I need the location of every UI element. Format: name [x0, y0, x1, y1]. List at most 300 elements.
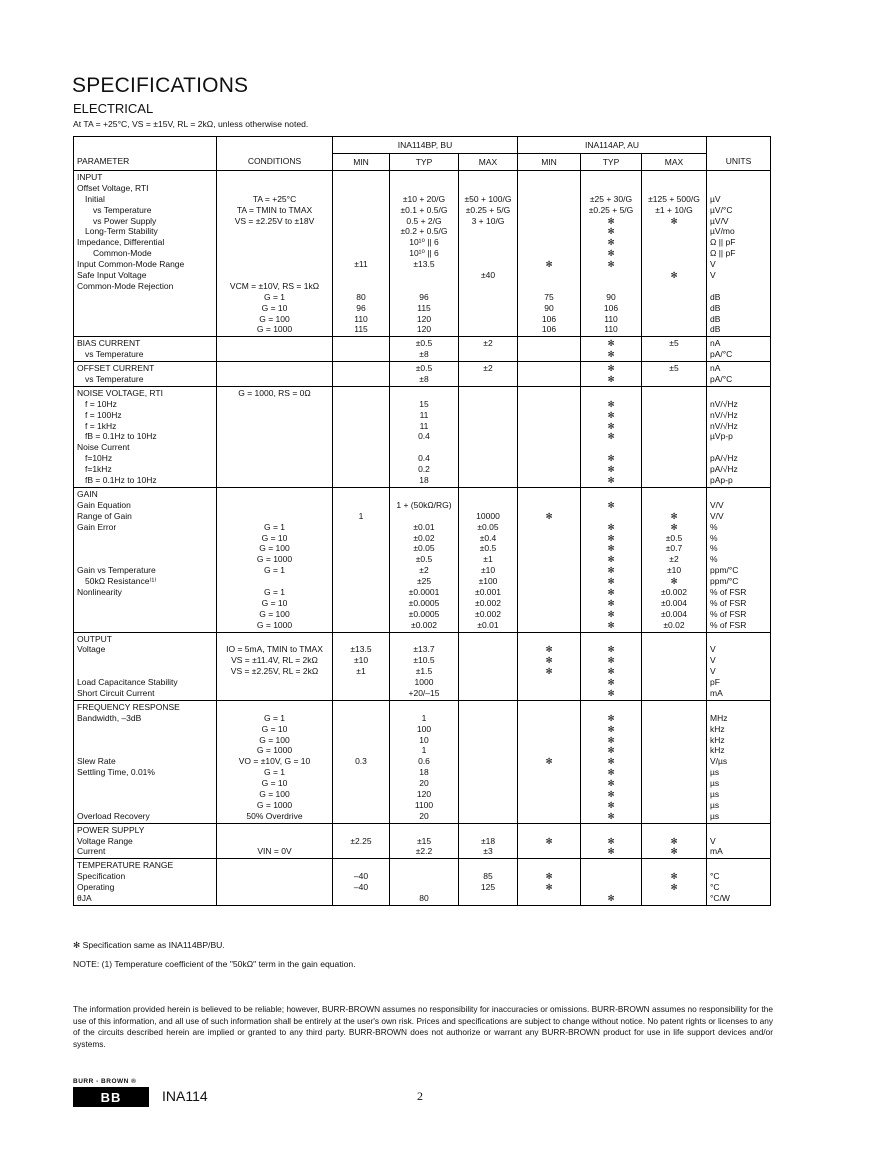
cell-bp-typ: ±0.5 [415, 363, 433, 374]
col-bp-min [333, 362, 390, 387]
cell-conditions [220, 399, 329, 410]
cell-bp-min [336, 349, 386, 360]
spec-section [74, 487, 771, 632]
cell-bp-max [462, 248, 514, 259]
cell-units: °C [710, 882, 720, 893]
cell-parameter: Range of Gain [77, 510, 132, 521]
cell-ap-max [645, 778, 703, 789]
cell-bp-min: ±13.5 [350, 644, 372, 655]
cell-ap-max: ±1 + 10/G [655, 204, 693, 215]
cell-conditions [220, 860, 329, 871]
cell-bp-max: ±0.002 [475, 597, 501, 608]
cell-parameter: Gain Error [77, 521, 117, 532]
cell-ap-typ: ✻ [607, 655, 615, 666]
cell-ap-min [521, 677, 577, 688]
cell-bp-min: 1 [358, 510, 364, 521]
cell-bp-max: ±0.001 [475, 586, 501, 597]
cell-ap-max: ±10 [666, 565, 682, 576]
cell-ap-max [645, 860, 703, 871]
cell-parameter: vs Temperature [85, 374, 144, 385]
cell-bp-typ: 1 [421, 712, 427, 723]
cell-conditions [220, 825, 329, 836]
col-bp-typ [390, 632, 459, 700]
cell-ap-max: ±0.7 [665, 543, 683, 554]
cell-ap-typ: ✻ [607, 677, 615, 688]
cell-bp-min: 96 [356, 302, 366, 313]
cell-bp-min [336, 533, 386, 544]
cell-bp-min [336, 183, 386, 194]
cell-bp-typ [393, 281, 455, 292]
col-bp-typ [390, 700, 459, 823]
cell-ap-max: ✻ [670, 215, 678, 226]
cell-bp-typ: 120 [416, 313, 432, 324]
cell-ap-max [645, 399, 703, 410]
cell-units: pAp-p [710, 475, 733, 486]
cell-bp-typ: 0.6 [418, 756, 430, 767]
cell-ap-min: ✻ [545, 259, 553, 270]
cell-units: ppm/°C [710, 576, 739, 587]
col-conditions [217, 823, 333, 859]
cell-ap-min [521, 576, 577, 587]
cell-bp-min [336, 522, 386, 533]
col-ap-max [642, 386, 707, 487]
cell-bp-min [336, 363, 386, 374]
cell-bp-typ [393, 702, 455, 713]
cell-bp-max [462, 666, 514, 677]
cell-parameter: Settling Time, 0.01% [77, 767, 155, 778]
cell-bp-min [336, 825, 386, 836]
col-header-bp-typ: TYP [390, 154, 459, 171]
col-parameter [74, 386, 217, 487]
cell-bp-typ: ±10.5 [413, 655, 435, 666]
cell-bp-typ: ±2 [419, 565, 429, 576]
cell-ap-min [521, 349, 577, 360]
col-units [707, 337, 771, 362]
cell-conditions: 50% Overdrive [246, 810, 303, 821]
cell-bp-typ: 11 [419, 420, 429, 431]
cell-units: V/V [710, 510, 724, 521]
cell-units: µs [710, 810, 720, 821]
cell-bp-max [462, 172, 514, 183]
cell-bp-max [462, 655, 514, 666]
cell-bp-min [336, 811, 386, 822]
cell-units: µV/V [710, 215, 729, 226]
cell-bp-typ: 96 [419, 291, 429, 302]
cell-conditions: G = 1000 [256, 745, 293, 756]
cell-ap-typ: ✻ [607, 363, 615, 374]
cell-bp-typ [393, 270, 455, 281]
cell-ap-max [645, 410, 703, 421]
cell-ap-min [521, 248, 577, 259]
cell-parameter: GAIN [77, 488, 98, 499]
cell-units: nA [710, 363, 721, 374]
cell-bp-max [462, 500, 514, 511]
cell-ap-min [521, 745, 577, 756]
cell-bp-min [336, 688, 386, 699]
cell-conditions: G = 1000, RS = 0Ω [238, 387, 311, 398]
col-conditions [217, 859, 333, 906]
cell-bp-typ: ±25 [416, 576, 432, 587]
cell-bp-max: ±0.5 [479, 543, 497, 554]
cell-parameter: OFFSET CURRENT [77, 363, 155, 374]
col-bp-min [333, 632, 390, 700]
cell-bp-max [462, 183, 514, 194]
cell-ap-max [645, 226, 703, 237]
col-header-units: UNITS [707, 154, 771, 171]
cell-ap-min [521, 453, 577, 464]
cell-conditions [220, 338, 329, 349]
col-header-bp-max: MAX [459, 154, 518, 171]
cell-bp-max [462, 237, 514, 248]
cell-bp-min [336, 410, 386, 421]
cell-ap-typ: ✻ [607, 788, 615, 799]
cell-parameter: Offset Voltage, RTI [77, 182, 149, 193]
col-header-bp-min: MIN [333, 154, 390, 171]
cell-ap-typ [584, 825, 638, 836]
header-blank-units [707, 137, 771, 154]
cell-parameter: f=1kHz [85, 464, 112, 475]
cell-bp-typ: 0.4 [418, 453, 430, 464]
cell-bp-min: 115 [354, 324, 368, 335]
cell-ap-max [645, 431, 703, 442]
cell-ap-min: 90 [544, 302, 554, 313]
cell-bp-max [462, 303, 514, 314]
cell-conditions: G = 10 [261, 597, 288, 608]
cell-ap-max [645, 800, 703, 811]
cell-ap-typ: ✻ [607, 893, 615, 903]
cell-ap-typ: ✻ [607, 237, 615, 248]
cell-ap-max: ±0.004 [661, 608, 687, 619]
cell-ap-typ: ✻ [607, 431, 615, 442]
cell-bp-max [462, 825, 514, 836]
cell-ap-max [645, 183, 703, 194]
cell-parameter: INPUT [77, 172, 103, 182]
cell-ap-typ [584, 860, 638, 871]
cell-units: µs [710, 767, 720, 778]
cell-ap-typ: ±0.25 + 5/G [588, 204, 634, 215]
cell-bp-min [336, 565, 386, 576]
spec-section [74, 859, 771, 906]
cell-conditions [220, 576, 329, 587]
cell-parameter [77, 314, 213, 325]
cell-ap-typ: ✻ [607, 374, 615, 385]
cell-bp-typ: ±0.5 [415, 554, 433, 565]
cell-parameter: Slew Rate [77, 756, 116, 767]
col-bp-typ [390, 487, 459, 632]
cell-bp-typ: ±1.5 [415, 666, 433, 677]
cell-conditions [220, 237, 329, 248]
cell-conditions: G = 10 [261, 302, 288, 313]
cell-bp-min [336, 226, 386, 237]
cell-units: dB [710, 302, 721, 313]
col-units [707, 487, 771, 632]
cell-bp-typ: ±0.2 + 0.5/G [400, 226, 448, 237]
col-bp-min [333, 487, 390, 632]
cell-conditions: G = 10 [261, 723, 288, 734]
cell-conditions: G = 1000 [256, 799, 293, 810]
cell-ap-typ [584, 511, 638, 522]
cell-conditions [220, 688, 329, 699]
cell-bp-min [336, 620, 386, 631]
cell-units: % of FSR [710, 597, 747, 608]
cell-bp-max [462, 756, 514, 767]
col-bp-typ [390, 859, 459, 906]
cell-bp-typ: ±0.05 [413, 543, 435, 554]
cell-parameter [77, 655, 213, 666]
cell-bp-typ: ±13.5 [413, 259, 435, 270]
cell-bp-min [336, 475, 386, 486]
spec-section [74, 362, 771, 387]
cell-bp-typ: ±0.0005 [408, 608, 440, 619]
cell-conditions: IO = 5mA, TMIN to TMAX [226, 644, 323, 655]
col-header-ap-max: MAX [642, 154, 707, 171]
cell-ap-min [521, 565, 577, 576]
cell-parameter: TEMPERATURE RANGE [77, 860, 174, 871]
cell-bp-min [336, 860, 386, 871]
cell-parameter: Specification [77, 871, 126, 882]
cell-bp-max [462, 745, 514, 756]
cell-bp-max [462, 314, 514, 325]
cell-bp-max [462, 259, 514, 270]
cell-bp-max [462, 388, 514, 399]
cell-bp-typ [393, 825, 455, 836]
col-ap-max [642, 362, 707, 387]
cell-bp-typ [393, 860, 455, 871]
cell-conditions [220, 836, 329, 847]
group-header-bp: INA114BP, BU [333, 137, 518, 154]
burr-brown-logo [73, 1078, 151, 1107]
cell-parameter [77, 800, 213, 811]
cell-bp-typ: +20/–15 [408, 687, 440, 698]
cell-ap-max [645, 442, 703, 453]
cell-ap-min [521, 609, 577, 620]
cell-bp-typ [393, 871, 455, 882]
cell-ap-min [521, 464, 577, 475]
cell-bp-max [462, 677, 514, 688]
cell-ap-typ: ✻ [607, 597, 615, 608]
cell-units: % [710, 532, 718, 543]
cell-bp-max: ±0.25 + 5/G [465, 204, 511, 215]
cell-ap-min [521, 338, 577, 349]
cell-ap-max: ✻ [670, 882, 678, 893]
col-parameter [74, 823, 217, 859]
cell-parameter [77, 789, 213, 800]
cell-bp-min [336, 453, 386, 464]
cell-parameter: Gain vs Temperature [77, 565, 156, 576]
cell-bp-max [462, 442, 514, 453]
cell-parameter [77, 666, 213, 677]
cell-ap-max: ±2 [669, 554, 679, 565]
col-bp-min [333, 386, 390, 487]
cell-units [710, 281, 767, 292]
cell-parameter: Bandwidth, –3dB [77, 712, 142, 723]
cell-bp-typ: 11 [419, 409, 429, 420]
cell-bp-typ [393, 442, 455, 453]
cell-conditions: VCM = ±10V, RS = 1kΩ [229, 280, 320, 291]
cell-bp-typ: 0.2 [418, 464, 430, 475]
cell-bp-min [336, 713, 386, 724]
cell-bp-typ: 1 + (50kΩ/RG) [396, 499, 452, 510]
cell-ap-typ: ✻ [607, 576, 615, 587]
cell-ap-max: ±125 + 500/G [648, 193, 700, 204]
cell-parameter [77, 778, 213, 789]
cell-ap-typ [584, 702, 638, 713]
cell-ap-min: ✻ [545, 882, 553, 893]
col-ap-max [642, 823, 707, 859]
col-units [707, 700, 771, 823]
cell-conditions: G = 1000 [256, 554, 293, 565]
cell-ap-max [645, 893, 703, 904]
cell-ap-min [521, 634, 577, 645]
cell-ap-typ: ✻ [607, 226, 615, 237]
cell-bp-min [336, 789, 386, 800]
col-conditions [217, 386, 333, 487]
cell-bp-typ [393, 634, 455, 645]
cell-ap-typ: ✻ [607, 778, 615, 789]
cell-bp-typ: 1 [421, 745, 427, 756]
cell-bp-max [462, 811, 514, 822]
cell-bp-typ: ±8 [419, 349, 429, 360]
cell-bp-min: –40 [353, 882, 369, 893]
cell-conditions [220, 270, 329, 281]
cell-bp-min [336, 270, 386, 281]
cell-ap-min [521, 431, 577, 442]
cell-bp-min [336, 587, 386, 598]
cell-conditions: G = 100 [259, 734, 290, 745]
cell-bp-typ: ±0.02 [413, 532, 435, 543]
cell-parameter: OUTPUT [77, 633, 112, 644]
group-header-ap: INA114AP, AU [518, 137, 707, 154]
cell-ap-min [521, 226, 577, 237]
cell-bp-typ: ±0.0001 [408, 586, 440, 597]
cell-units [710, 388, 767, 399]
cell-bp-max [462, 767, 514, 778]
spec-section [74, 386, 771, 487]
cell-conditions: VO = ±10V, G = 10 [238, 756, 311, 767]
cell-bp-min [336, 388, 386, 399]
cell-ap-max [645, 789, 703, 800]
cell-bp-typ [393, 388, 455, 399]
cell-units: nV/√Hz [710, 409, 738, 420]
col-bp-typ [390, 337, 459, 362]
cell-units: V [710, 835, 716, 846]
cell-bp-max: ±3 [483, 846, 493, 857]
cell-ap-max [645, 489, 703, 500]
cell-ap-min [521, 825, 577, 836]
col-ap-max [642, 632, 707, 700]
col-bp-max [459, 823, 518, 859]
cell-bp-typ: 0.4 [418, 431, 430, 442]
cell-ap-max [645, 248, 703, 259]
cell-units: mA [710, 687, 723, 698]
cell-parameter: Long-Term Stability [85, 226, 158, 237]
cell-ap-min [521, 724, 577, 735]
cell-conditions: G = 1 [263, 565, 286, 576]
cell-ap-min [521, 800, 577, 811]
col-parameter [74, 859, 217, 906]
cell-units: nV/√Hz [710, 398, 738, 409]
col-units [707, 632, 771, 700]
cell-bp-max [462, 893, 514, 904]
cell-ap-min: 75 [544, 291, 554, 302]
cell-parameter [77, 745, 213, 756]
cell-bp-typ: ±10 + 20/G [402, 193, 446, 204]
cell-ap-typ: 90 [606, 291, 616, 302]
cell-ap-typ: ✻ [607, 453, 615, 464]
cell-bp-typ: 115 [417, 302, 431, 313]
cell-ap-min [521, 543, 577, 554]
cell-units: µV/mo [710, 226, 735, 237]
cell-ap-max: ✻ [670, 576, 678, 587]
cell-parameter: Load Capacitance Stability [77, 677, 178, 688]
cell-units: Ω || pF [710, 237, 736, 248]
header-blank-parameter [74, 137, 217, 154]
cell-bp-max [462, 713, 514, 724]
cell-bp-max: ±100 [478, 576, 498, 587]
cell-conditions [220, 226, 329, 237]
cell-bp-max: 3 + 10/G [471, 215, 505, 226]
cell-conditions [220, 349, 329, 360]
cell-bp-typ: ±0.01 [413, 521, 435, 532]
cell-conditions [220, 374, 329, 385]
cell-units: dB [710, 324, 721, 335]
cell-parameter [77, 303, 213, 314]
cell-ap-min [521, 399, 577, 410]
cell-bp-min [336, 248, 386, 259]
cell-ap-min [521, 237, 577, 248]
cell-units: % of FSR [710, 586, 747, 597]
cell-ap-min: ✻ [545, 666, 553, 677]
col-bp-max [459, 386, 518, 487]
cell-ap-min [521, 183, 577, 194]
cell-parameter: POWER SUPPLY [77, 824, 145, 835]
cell-units: dB [710, 291, 721, 302]
cell-units: % [710, 554, 718, 565]
col-ap-min [518, 700, 581, 823]
cell-ap-min [521, 533, 577, 544]
cell-ap-max [645, 314, 703, 325]
cell-ap-max [645, 655, 703, 666]
cell-ap-max [645, 421, 703, 432]
col-bp-typ [390, 823, 459, 859]
cell-ap-typ: ✻ [607, 338, 615, 349]
cell-parameter: Impedance, Differential [77, 237, 165, 248]
cell-parameter: f=10Hz [85, 453, 113, 464]
cell-units: V/V [710, 499, 724, 510]
cell-bp-min [336, 735, 386, 746]
cell-bp-min [336, 609, 386, 620]
cell-ap-min [521, 270, 577, 281]
cell-ap-min [521, 713, 577, 724]
cell-bp-min [336, 702, 386, 713]
cell-conditions [220, 410, 329, 421]
logo-mark-text: BB [100, 1089, 122, 1105]
cell-bp-min: 0.3 [355, 756, 367, 767]
cell-bp-typ: 120 [416, 324, 432, 335]
cell-ap-typ [584, 489, 638, 500]
cell-bp-min: ±10 [353, 655, 369, 666]
cell-parameter: Current [77, 846, 106, 857]
cell-ap-min [521, 598, 577, 609]
cell-bp-max [462, 702, 514, 713]
cell-conditions [220, 702, 329, 713]
cell-bp-max: ±0.05 [477, 521, 499, 532]
cell-parameter: fB = 0.1Hz to 10Hz [85, 431, 157, 442]
col-bp-min [333, 171, 390, 337]
cell-bp-max [462, 735, 514, 746]
cell-bp-min [336, 205, 386, 216]
cell-conditions [220, 871, 329, 882]
